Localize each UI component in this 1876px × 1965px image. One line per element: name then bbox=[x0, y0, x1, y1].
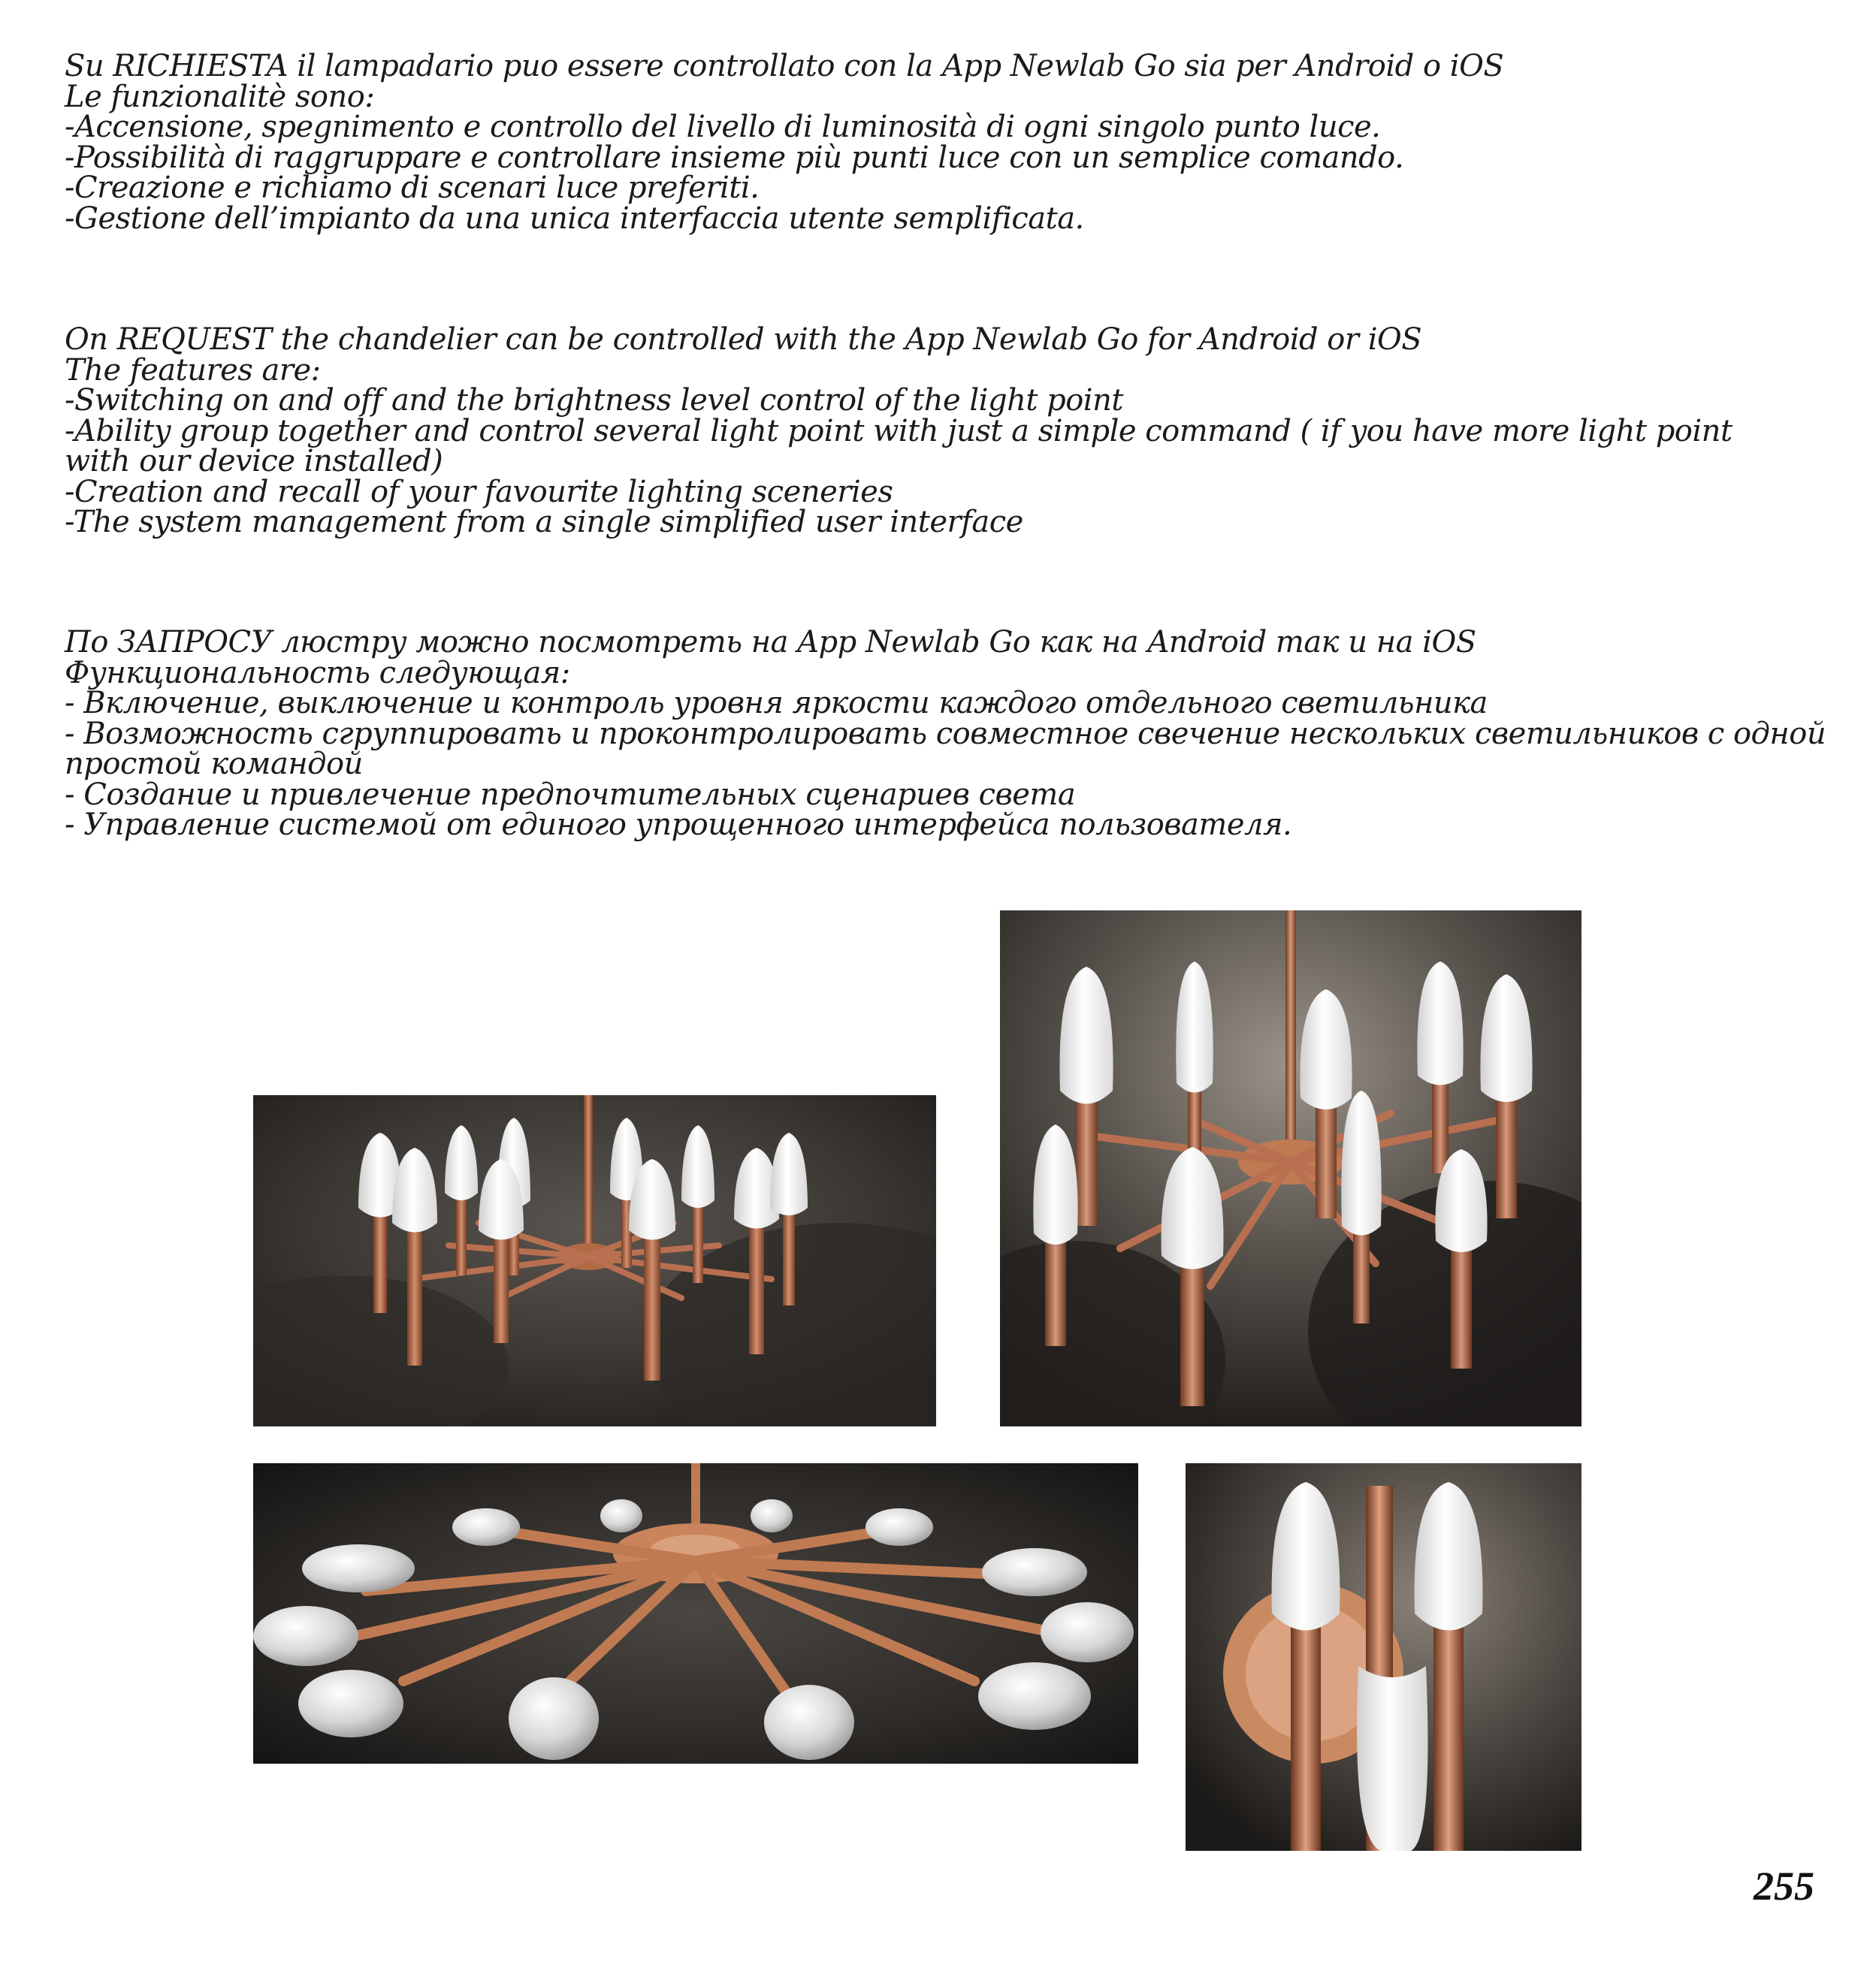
russian-description bbox=[65, 627, 1868, 841]
english-line: -Switching on and off and the brightness level control of the light point bbox=[65, 383, 1123, 418]
russian-line: простой командой bbox=[65, 747, 363, 781]
russian-line: По ЗАПРОСУ люстру можно посмотреть на App Newlab Go как на Android так и на iOS bbox=[65, 625, 1476, 660]
english-line: -Creation and recall of your favourite lighting sceneries bbox=[65, 474, 893, 509]
italian-line: -Possibilità di raggruppare e controllare insieme più punti luce con un semplice comando. bbox=[65, 140, 1404, 175]
italian-line: -Creazione e richiamo di scenari luce preferiti. bbox=[65, 171, 760, 205]
russian-line: Функциональность следующая: bbox=[65, 655, 570, 690]
italian-line: Le funzionalitè sono: bbox=[65, 79, 375, 114]
english-line: -The system management from a single simplified user interface bbox=[65, 505, 1023, 539]
page-number: 255 bbox=[1754, 1864, 1814, 1909]
chandelier-perspective-photo bbox=[1000, 910, 1581, 1426]
italian-line: -Gestione dell’impianto da una unica interfaccia utente semplificata. bbox=[65, 201, 1084, 236]
russian-line: - Возможность сгруппировать и проконтролировать совместное свечение нескольких светильников с одной bbox=[65, 716, 1826, 751]
russian-line: - Создание и привлечение предпочтительных сценариев света bbox=[65, 777, 1076, 812]
chandelier-detail-photo bbox=[1186, 1463, 1581, 1851]
russian-line: - Включение, выключение и контроль уровня яркости каждого отдельного светильника bbox=[65, 686, 1488, 720]
italian-line: -Accensione, spegnimento e controllo del livello di luminosità di ogni singolo punto luce. bbox=[65, 110, 1381, 144]
english-line: On REQUEST the chandelier can be controlled with the App Newlab Go for Android or iOS bbox=[65, 322, 1422, 357]
italian-description bbox=[65, 51, 1868, 234]
italian-line: Su RICHIESTA il lampadario puo essere controllato con la App Newlab Go sia per Android o iOS bbox=[65, 49, 1504, 83]
english-line: The features are: bbox=[65, 352, 321, 388]
russian-line: - Управление системой от единого упрощенного интерфейса пользователя. bbox=[65, 807, 1292, 842]
english-description bbox=[65, 324, 1868, 538]
chandelier-bottom-view-photo bbox=[253, 1463, 1138, 1764]
chandelier-side-view-photo bbox=[253, 1095, 936, 1426]
english-line: with our device installed) bbox=[65, 444, 443, 478]
english-line: -Ability group together and control several light point with just a simple command ( if you have more light point bbox=[65, 413, 1733, 448]
